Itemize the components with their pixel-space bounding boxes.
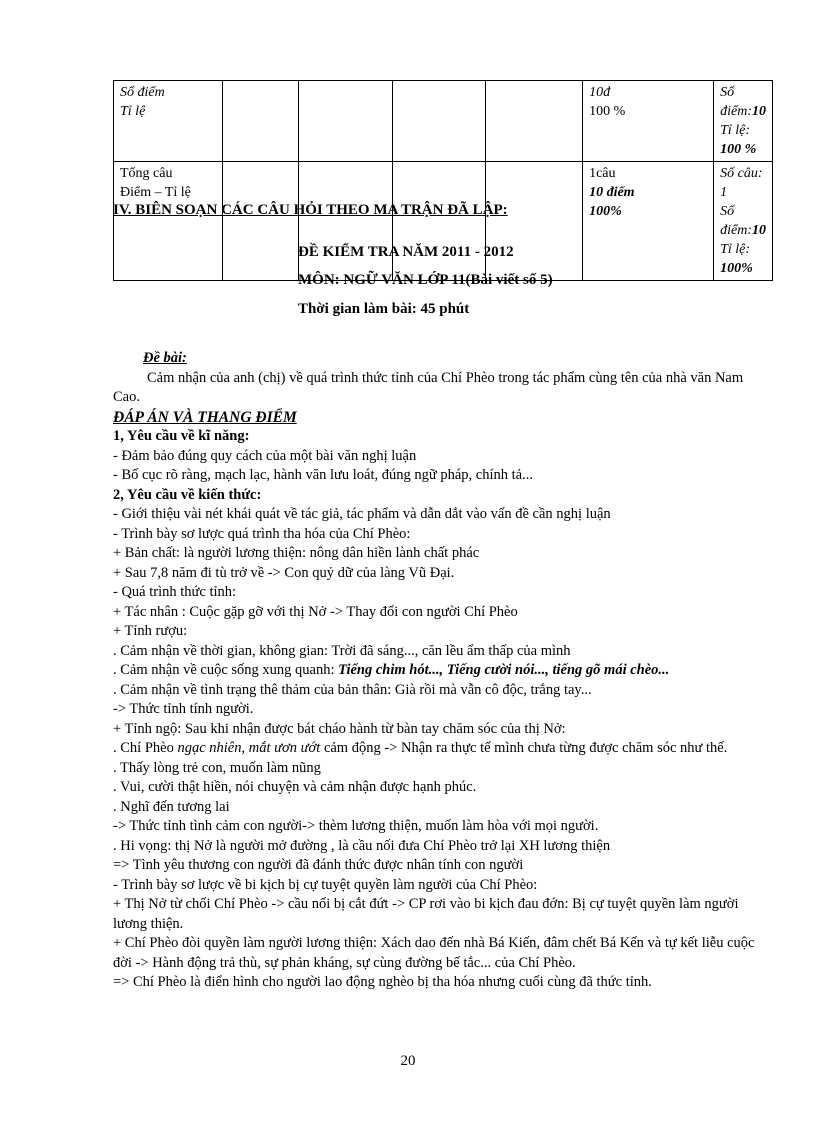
list-item: . Vui, cười thật hiền, nói chuyện và cảm nhận được hạnh phúc. xyxy=(113,779,477,795)
list-item: -> Thức tỉnh tình cảm con người-> thèm lương thiện, muốn làm hòa với mọi người. xyxy=(113,818,599,834)
cell-line: 100% xyxy=(589,204,622,219)
cell-line: 1câu xyxy=(589,166,616,181)
list-item: + Tỉnh rượu: xyxy=(113,623,188,639)
list-item: + Bản chất: là người lương thiện: nông dân hiền lành chất phác xyxy=(113,545,480,561)
cell-line: 10 điểm xyxy=(589,185,635,200)
list-item: - Giới thiệu vài nét khái quát về tác giả, tác phẩm và dẫn dắt vào vấn đề cần nghị luận xyxy=(113,506,611,522)
table-cell xyxy=(393,81,486,162)
table-cell xyxy=(298,162,393,281)
page-number: 20 xyxy=(400,1053,416,1069)
list-item: - Trình bày sơ lược về bi kịch bị cự tuyệt quyền làm người của Chí Phèo: xyxy=(113,876,538,893)
table-cell xyxy=(393,162,486,281)
cell-line: Tỉ lệ xyxy=(120,104,146,119)
exam-time: Thời gian làm bài: 45 phút xyxy=(298,301,470,317)
table-cell xyxy=(583,81,714,162)
table-cell xyxy=(114,81,223,162)
list-item: => Chí Phèo là điển hình cho người lao động nghèo bị tha hóa nhưng cuối cùng đã thức tỉnh. xyxy=(113,974,652,990)
list-item: . Cảm nhận về cuộc sống xung quanh: Tiếng chim hót..., Tiếng cười nói..., tiếng gõ mái chèo... xyxy=(113,662,670,678)
list-item: . Thấy lòng trẻ con, muốn làm nũng xyxy=(113,759,321,776)
table-row xyxy=(114,162,773,281)
table-cell xyxy=(223,162,298,281)
list-item: . Nghĩ đến tương lai xyxy=(113,798,230,815)
answer-content xyxy=(113,349,770,993)
cell-line: 10đ xyxy=(589,85,611,100)
list-item: + Tỉnh ngộ: Sau khi nhận được bát cháo hành từ bàn tay chăm sóc của thị Nở: xyxy=(113,720,566,737)
cell-line: Tỉ lệ: 100 % xyxy=(720,123,757,157)
list-item: 1, Yêu cầu về kĩ năng: xyxy=(113,428,250,444)
list-item: - Đảm bảo đúng quy cách của một bài văn nghị luận xyxy=(113,447,417,464)
debai-label: Đề bài: xyxy=(143,350,187,366)
cell-line: Tổng câu xyxy=(120,166,173,181)
cell-line: Số câu: 1 xyxy=(720,166,763,200)
list-item: . Chí Phèo ngạc nhiên, mắt ươn ướt cảm động -> Nhận ra thực tế mình chưa từng được chăm sóc như thế. xyxy=(113,740,728,756)
list-item: + Thị Nở từ chối Chí Phèo -> cầu nối bị cắt đứt -> CP rơi vào bi kịch đau đớn: Bị cự tuyệt quyền làm người lương thiện. xyxy=(113,896,739,932)
list-item: - Bố cục rõ ràng, mạch lạc, hành văn lưu loát, đúng ngữ pháp, chính tả... xyxy=(113,467,533,483)
dapan-heading: ĐÁP ÁN VÀ THANG ĐIỂM xyxy=(113,408,297,426)
cell-line: Số điểm:10 xyxy=(720,85,766,119)
table-cell xyxy=(485,162,582,281)
cell-line: 100 % xyxy=(589,104,626,119)
cell-line: Số điểm xyxy=(120,85,165,100)
list-item: . Cảm nhận về tình trạng thê thảm của bản thân: Già rồi mà vẫn cô độc, trắng tay... xyxy=(113,681,592,698)
list-item: + Tác nhân : Cuộc gặp gỡ với thị Nở -> Thay đổi con người Chí Phèo xyxy=(113,603,518,620)
cell-line: Điểm – Tỉ lệ xyxy=(120,185,191,200)
list-item: => Tình yêu thương con người đã đánh thức được nhân tính con người xyxy=(113,857,524,873)
table-cell xyxy=(485,81,582,162)
list-item: 2, Yêu cầu về kiến thức: xyxy=(113,486,262,503)
cell-line: Số điểm:10 xyxy=(720,204,766,238)
list-item: -> Thức tỉnh tính người. xyxy=(113,701,254,717)
section-heading: IV. BIÊN SOẠN CÁC CÂU HỎI THEO MA TRẬN ĐÃ LẬP: xyxy=(113,202,508,218)
list-item: . Hi vọng: thị Nở là người mở đường , là cầu nối đưa Chí Phèo trở lại XH lương thiện xyxy=(113,837,611,854)
list-item: - Quá trình thức tỉnh: xyxy=(113,584,237,600)
exam-subject: MÔN: NGỮ VĂN LỚP 11(Bài viết số 5) xyxy=(298,272,553,288)
list-item: - Trình bày sơ lược quá trình tha hóa của Chí Phèo: xyxy=(113,525,411,542)
table-cell xyxy=(714,162,773,281)
cell-line: Tỉ lệ: 100% xyxy=(720,242,753,276)
list-item: + Chí Phèo đòi quyền làm người lương thiện: Xách dao đến nhà Bá Kiến, đâm chết Bá Kến và tự kết liễu cuộc đời -> Hành động trả thù, sự phản kháng, sự cùng đường bế tắc... của Chí Phèo. xyxy=(113,935,755,971)
debai-text: Cảm nhận của anh (chị) về quá trình thức tỉnh của Chí Phèo trong tác phẩm cùng tên của nhà văn Nam Cao. xyxy=(113,369,744,405)
exam-title: ĐỀ KIỂM TRA NĂM 2011 - 2012 xyxy=(298,244,514,260)
table-cell xyxy=(583,162,714,281)
list-item: + Sau 7,8 năm đi tù trở về -> Con quỷ dữ của làng Vũ Đại. xyxy=(113,564,455,581)
table-cell xyxy=(114,162,223,281)
table-cell xyxy=(714,81,773,162)
table-row xyxy=(114,81,773,162)
list-item: . Cảm nhận về thời gian, không gian: Trời đã sáng..., căn lều ẩm thấp của mình xyxy=(113,642,571,659)
table-cell xyxy=(298,81,393,162)
table-cell xyxy=(223,81,298,162)
